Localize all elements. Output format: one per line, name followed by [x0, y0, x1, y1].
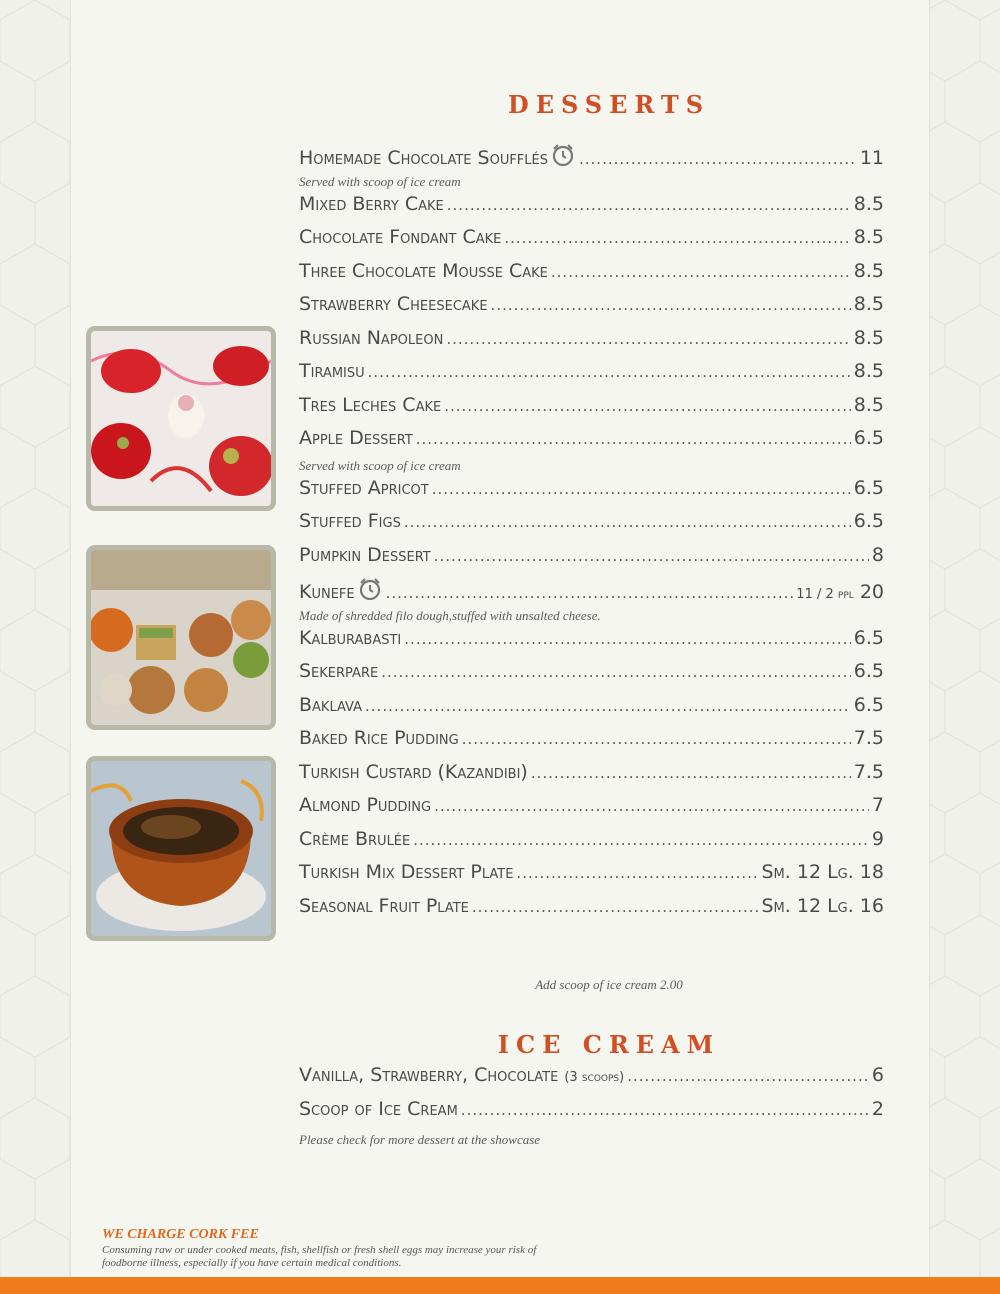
item-name: Russian Napoleon [299, 326, 444, 349]
item-price: 8.5 [853, 226, 884, 248]
item-name: Stuffed Figs [299, 510, 401, 532]
foodborne-illness-warning: Consuming raw or under cooked meats, fish, shellfish or fresh shell eggs may increase your risk of foodborne illness, especially if you have certain medical conditions. [102, 1244, 537, 1269]
leader-dots [404, 513, 851, 531]
leader-dots [579, 150, 857, 168]
item-name: Scoop of Ice Cream [299, 1097, 458, 1120]
item-price: 6.5 [853, 427, 884, 449]
leader-dots [472, 898, 759, 916]
item-name: Kalburabasti [299, 626, 402, 649]
item-price: 7 [871, 794, 884, 816]
leader-dots [531, 764, 851, 782]
leader-dots [434, 797, 869, 815]
item-note: Made of shredded filo dough,stuffed with unsalted cheese. [299, 607, 601, 623]
item-price: Sm. 12 Lg. 18 [761, 861, 884, 883]
leader-dots [368, 363, 851, 381]
menu-item [299, 828, 884, 862]
leader-dots [413, 831, 869, 849]
leader-dots [416, 430, 851, 448]
item-price: 6.5 [853, 626, 884, 649]
menu-item [299, 293, 884, 327]
item-price: 7.5 [853, 760, 884, 783]
item-name: Seasonal Fruit Plate [299, 894, 469, 917]
item-name: Tiramisu [299, 360, 365, 382]
item-price: 7.5 [853, 727, 884, 749]
footer-bar [0, 1277, 1000, 1294]
leader-dots [551, 263, 851, 281]
item-price: 6.5 [853, 660, 884, 682]
item-note: Served with scoop of ice cream [299, 457, 461, 473]
showcase-note: Please check for more dessert at the showcase [299, 1132, 541, 1147]
item-name: Three Chocolate Mousse Cake [299, 259, 548, 282]
leader-dots [444, 397, 851, 415]
item-name: Kunefe [299, 581, 355, 603]
item-note: Served with scoop of ice cream [299, 173, 461, 189]
item-price: 6 [871, 1064, 884, 1086]
item-name: Strawberry Cheesecake [299, 293, 488, 315]
item-price: 8.5 [853, 259, 884, 282]
item-price: 2 [871, 1097, 884, 1120]
leader-dots [434, 547, 869, 565]
item-name: Vanilla, Strawberry, Chocolate [299, 1064, 559, 1086]
menu-item [299, 794, 884, 828]
item-name-suffix: (3 scoops) [564, 1070, 625, 1085]
ice-cream-list [299, 1064, 884, 1151]
menu-item [299, 394, 884, 428]
item-name: Turkish Custard (Kazandibi) [299, 760, 528, 783]
item-name: Stuffed Apricot [299, 476, 429, 499]
ice-cream-addon-note: Add scoop of ice cream 2.00 [535, 977, 683, 992]
menu-item [299, 627, 884, 661]
leader-dots [491, 296, 851, 314]
leader-dots [404, 630, 851, 648]
item-name: Turkish Mix Dessert Plate [299, 861, 514, 883]
item-name: Mixed Berry Cake [299, 192, 444, 215]
menu-item [299, 694, 884, 728]
menu-item [299, 327, 884, 361]
item-price: 6.5 [853, 476, 884, 499]
item-price: 6.5 [853, 510, 884, 532]
item-price: 9 [871, 827, 884, 850]
menu-item [299, 360, 884, 394]
item-name: Tres Leches Cake [299, 393, 442, 416]
item-price: 8.5 [853, 393, 884, 416]
item-price: 11 [859, 147, 884, 169]
menu-item [299, 660, 884, 694]
menu-item [299, 727, 884, 761]
menu-item [299, 1098, 884, 1132]
item-name: Homemade Chocolate Soufflés [299, 147, 548, 169]
leader-dots [504, 229, 850, 247]
item-name: Sekerpare [299, 660, 379, 682]
menu-item [299, 260, 884, 294]
item-price: 8 [871, 543, 884, 566]
assorted-pastries-photo [86, 545, 276, 730]
leader-dots [627, 1067, 869, 1085]
item-name: Baked Rice Pudding [299, 727, 459, 749]
item-price: 11 / 2 ppl 20 [796, 581, 884, 603]
leader-dots [365, 697, 851, 715]
item-price: 8.5 [853, 192, 884, 215]
item-name: Almond Pudding [299, 794, 432, 816]
menu-item [299, 143, 884, 177]
item-price: 6.5 [853, 693, 884, 716]
leader-dots [447, 196, 851, 214]
item-name: Baklava [299, 693, 363, 716]
menu-item [299, 1064, 884, 1098]
item-name: Chocolate Fondant Cake [299, 226, 502, 248]
item-name: Pumpkin Dessert [299, 543, 431, 566]
menu-item [299, 761, 884, 795]
desserts-title: DESSERTS [507, 90, 711, 119]
cork-fee-notice: WE CHARGE CORK FEE [102, 1227, 259, 1242]
menu-item [299, 226, 884, 260]
menu-item [299, 193, 884, 227]
leader-dots [381, 663, 851, 681]
menu-item [299, 510, 884, 544]
leader-dots [432, 480, 851, 498]
baked-rice-pudding-photo [86, 756, 276, 941]
item-price-prefix: 11 / 2 ppl [796, 587, 854, 602]
clock-icon [357, 577, 383, 601]
strawberry-dessert-photo [86, 326, 276, 511]
menu-item [299, 895, 884, 929]
item-price: Sm. 12 Lg. 16 [761, 894, 884, 917]
leader-dots [446, 330, 850, 348]
desserts-list [299, 143, 884, 928]
ice-cream-title: ICE CREAM [497, 1030, 721, 1059]
leader-dots [516, 864, 758, 882]
item-name: Crème Brulée [299, 827, 411, 850]
menu-item [299, 427, 884, 461]
item-price: 8.5 [853, 326, 884, 349]
menu-item [299, 477, 884, 511]
item-name: Apple Dessert [299, 427, 413, 449]
leader-dots [461, 1101, 869, 1119]
clock-icon [550, 143, 576, 167]
leader-dots [386, 584, 794, 602]
item-price: 8.5 [853, 293, 884, 315]
menu-item [299, 577, 884, 611]
item-price: 8.5 [853, 360, 884, 382]
menu-item [299, 861, 884, 895]
menu-item [299, 544, 884, 578]
leader-dots [462, 730, 851, 748]
